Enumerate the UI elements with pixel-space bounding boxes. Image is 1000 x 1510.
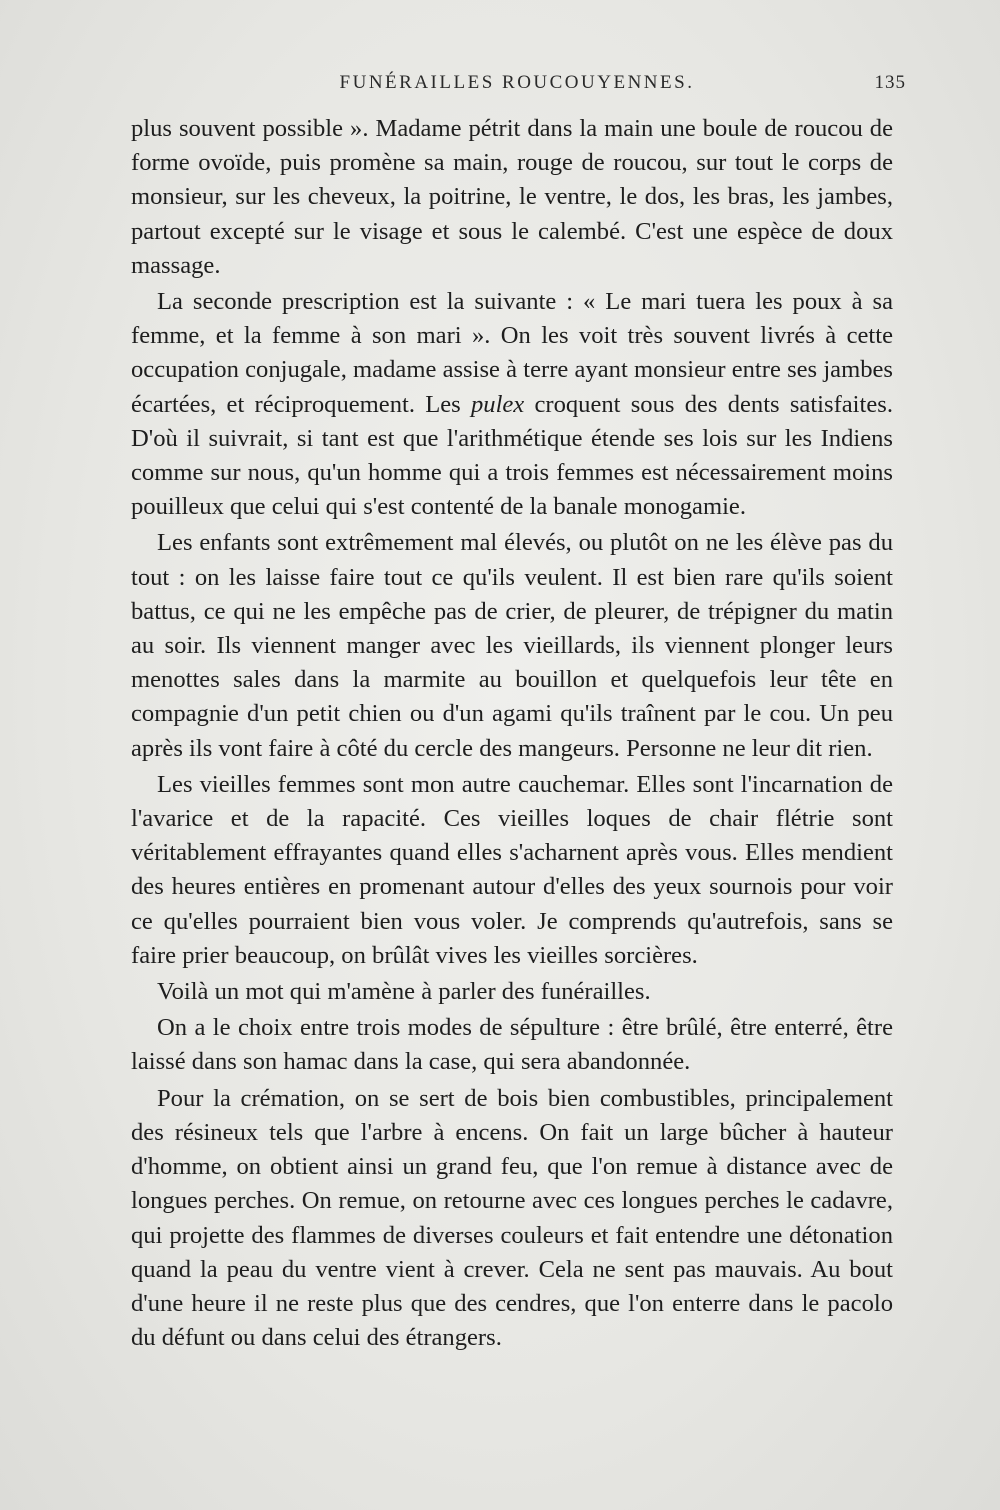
running-head <box>128 72 906 100</box>
paragraph-burial-modes: On a le choix entre trois modes de sépulture : être brûlé, être enterré, être laissé dans son hamac dans la case, qui sera abandonnée. <box>131 1014 893 1076</box>
italic-term: pulex <box>470 390 525 418</box>
paragraph-funerals-intro: Voilà un mot qui m'amène à parler des funérailles. <box>157 978 651 1006</box>
page-number: 135 <box>874 72 906 93</box>
paragraph-continued: plus souvent possible ». Madame pétrit dans la main une boule de roucou de forme ovoïde, puis promène sa main, rouge de roucou, sur tout le corps de monsieur, sur les cheveux, la poitrine, le ventre, le dos, les bras, les jambes, partout excepté sur le visage et sous le calembé. C'est une espèce de doux massage. <box>131 115 893 279</box>
paragraph-children: Les enfants sont extrêmement mal élevés, ou plutôt on ne les élève pas du tout : on les laisse faire tout ce qu'ils veulent. Il est bien rare qu'ils soient battus, ce qui ne les empêche pas de crier, de pleurer, de trépigner du matin au soir. Ils viennent manger avec les vieillards, ils viennent plonger leurs menottes sales dans la marmite au bouillon et quelquefois leur tête en compagnie d'un petit chien ou d'un agami qu'ils traînent par le cou. Un peu après ils vont faire à côté du cercle des mangeurs. Personne ne leur dit rien. <box>131 529 893 762</box>
paragraph-old-women: Les vieilles femmes sont mon autre cauchemar. Elles sont l'incarnation de l'avarice et de la rapacité. Ces vieilles loques de chair flétrie sont véritablement effrayantes quand elles s'acharnent après vous. Elles mendient des heures entières en promenant autour d'elles des yeux sournois pour voir ce qu'elles pourraient bien vous voler. Je comprends qu'autrefois, sans se faire prier beaucoup, on brûlât vives les vieilles sorcières. <box>131 770 893 969</box>
paragraph-cremation: Pour la crémation, on se sert de bois bien combustibles, principalement des résineux tels que l'arbre à encens. On fait un large bûcher à hauteur d'homme, on obtient ainsi un grand feu, que l'on remue à distance avec de longues perches. On remue, on retourne avec ces longues perches le cadavre, qui projette des flammes de diverses couleurs et fait entendre une détonation quand la peau du ventre vient à crever. Cela ne sent pas mauvais. Au bout d'une heure il ne reste plus que des cendres, que l'on enterre dans le pacolo du défunt ou dans celui des étrangers. <box>131 1084 893 1352</box>
running-title: FUNÉRAILLES ROUCOUYENNES. <box>339 72 695 93</box>
paragraph-lice-before: La seconde prescription est la suivante : « Le mari tuera les poux à sa femme, et la femme à son mari ». On les voit très souvent livrés à cette occupation conjugale, madame assise à terre ayant monsieur entre ses jambes écartées, et réciproquement. Les <box>131 288 893 418</box>
body-text <box>131 112 893 1357</box>
paragraph-lice-after: croquent sous des dents satisfaites. D'où il suivrait, si tant est que l'arithmétique étende ses lois sur les Indiens comme sur nous, qu'un homme qui a trois femmes est nécessairement moins pouilleux que celui qui s'est contenté de la banale monogamie. <box>131 390 893 521</box>
paragraph-lice <box>131 285 893 524</box>
